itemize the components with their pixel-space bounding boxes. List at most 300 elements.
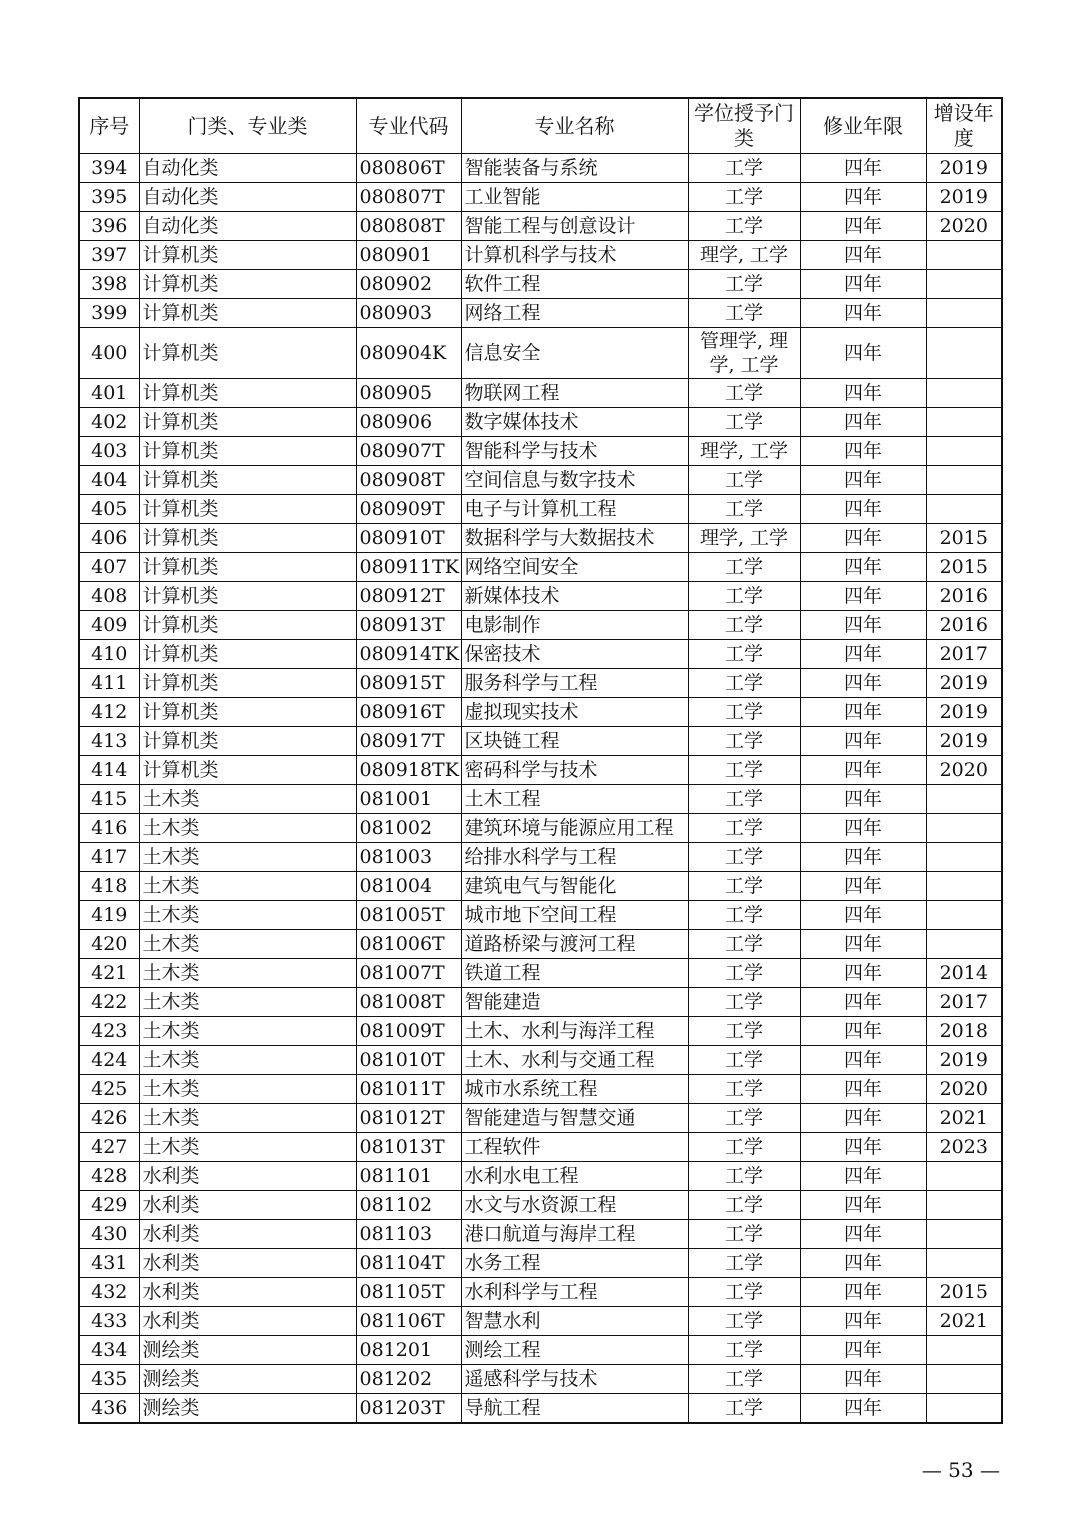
cell-year <box>926 1220 1002 1249</box>
cell-degree: 工学 <box>688 154 800 183</box>
table-row <box>79 611 1002 640</box>
cell-year <box>926 1249 1002 1278</box>
cell-duration: 四年 <box>800 1162 926 1191</box>
cell-num: 401 <box>79 379 139 408</box>
cell-duration: 四年 <box>800 328 926 379</box>
cell-code: 081012T <box>356 1104 461 1133</box>
cell-name: 服务科学与工程 <box>461 669 688 698</box>
cell-category: 水利类 <box>139 1162 356 1191</box>
cell-num: 410 <box>79 640 139 669</box>
cell-num: 411 <box>79 669 139 698</box>
cell-num: 396 <box>79 212 139 241</box>
cell-year <box>926 328 1002 379</box>
cell-category: 水利类 <box>139 1191 356 1220</box>
cell-degree: 工学 <box>688 785 800 814</box>
cell-num: 433 <box>79 1307 139 1336</box>
table-row <box>79 495 1002 524</box>
cell-degree: 工学 <box>688 1336 800 1365</box>
table-row <box>79 1133 1002 1162</box>
cell-code: 081105T <box>356 1278 461 1307</box>
table-row <box>79 154 1002 183</box>
table-row <box>79 669 1002 698</box>
cell-category: 水利类 <box>139 1307 356 1336</box>
cell-num: 398 <box>79 270 139 299</box>
cell-category: 计算机类 <box>139 270 356 299</box>
cell-duration: 四年 <box>800 872 926 901</box>
table-row <box>79 1191 1002 1220</box>
cell-name: 水务工程 <box>461 1249 688 1278</box>
cell-num: 399 <box>79 299 139 328</box>
cell-num: 405 <box>79 495 139 524</box>
table-body <box>79 154 1002 1424</box>
cell-degree: 工学 <box>688 495 800 524</box>
cell-duration: 四年 <box>800 299 926 328</box>
cell-category: 计算机类 <box>139 611 356 640</box>
cell-code: 081006T <box>356 930 461 959</box>
table-row <box>79 1075 1002 1104</box>
cell-duration: 四年 <box>800 582 926 611</box>
cell-degree: 工学 <box>688 1104 800 1133</box>
cell-num: 395 <box>79 183 139 212</box>
table-row <box>79 1162 1002 1191</box>
cell-category: 土木类 <box>139 785 356 814</box>
header-name: 专业名称 <box>461 98 688 154</box>
cell-code: 081010T <box>356 1046 461 1075</box>
cell-code: 081004 <box>356 872 461 901</box>
cell-code: 080909T <box>356 495 461 524</box>
cell-num: 418 <box>79 872 139 901</box>
cell-duration: 四年 <box>800 901 926 930</box>
cell-year <box>926 843 1002 872</box>
cell-name: 软件工程 <box>461 270 688 299</box>
cell-year: 2019 <box>926 154 1002 183</box>
cell-num: 406 <box>79 524 139 553</box>
cell-name: 区块链工程 <box>461 727 688 756</box>
cell-category: 计算机类 <box>139 756 356 785</box>
cell-num: 394 <box>79 154 139 183</box>
cell-name: 保密技术 <box>461 640 688 669</box>
cell-name: 遥感科学与技术 <box>461 1365 688 1394</box>
cell-category: 计算机类 <box>139 241 356 270</box>
cell-code: 080914TK <box>356 640 461 669</box>
table-row <box>79 1104 1002 1133</box>
cell-degree: 工学 <box>688 183 800 212</box>
cell-year <box>926 785 1002 814</box>
cell-code: 080903 <box>356 299 461 328</box>
cell-num: 415 <box>79 785 139 814</box>
cell-num: 430 <box>79 1220 139 1249</box>
cell-duration: 四年 <box>800 1017 926 1046</box>
cell-num: 420 <box>79 930 139 959</box>
cell-year: 2015 <box>926 1278 1002 1307</box>
cell-degree: 工学 <box>688 669 800 698</box>
table-row <box>79 270 1002 299</box>
cell-duration: 四年 <box>800 611 926 640</box>
cell-num: 432 <box>79 1278 139 1307</box>
cell-code: 080806T <box>356 154 461 183</box>
cell-year: 2020 <box>926 1075 1002 1104</box>
cell-degree: 工学 <box>688 1307 800 1336</box>
cell-degree: 工学 <box>688 1046 800 1075</box>
cell-degree: 工学 <box>688 727 800 756</box>
cell-category: 土木类 <box>139 1017 356 1046</box>
cell-year: 2016 <box>926 582 1002 611</box>
table-row <box>79 408 1002 437</box>
cell-code: 081011T <box>356 1075 461 1104</box>
cell-category: 计算机类 <box>139 524 356 553</box>
cell-degree: 工学 <box>688 466 800 495</box>
cell-name: 土木、水利与交通工程 <box>461 1046 688 1075</box>
table-row <box>79 241 1002 270</box>
cell-year <box>926 408 1002 437</box>
cell-code: 080917T <box>356 727 461 756</box>
header-year: 增设年度 <box>926 98 1002 154</box>
table-row <box>79 1278 1002 1307</box>
cell-category: 自动化类 <box>139 212 356 241</box>
cell-category: 计算机类 <box>139 495 356 524</box>
cell-num: 404 <box>79 466 139 495</box>
cell-year <box>926 379 1002 408</box>
cell-name: 空间信息与数字技术 <box>461 466 688 495</box>
cell-code: 080908T <box>356 466 461 495</box>
cell-name: 网络空间安全 <box>461 553 688 582</box>
cell-code: 080911TK <box>356 553 461 582</box>
cell-name: 电影制作 <box>461 611 688 640</box>
cell-name: 水利水电工程 <box>461 1162 688 1191</box>
cell-name: 智能装备与系统 <box>461 154 688 183</box>
cell-year: 2021 <box>926 1104 1002 1133</box>
cell-duration: 四年 <box>800 437 926 466</box>
cell-category: 计算机类 <box>139 727 356 756</box>
cell-duration: 四年 <box>800 524 926 553</box>
cell-category: 计算机类 <box>139 553 356 582</box>
cell-year: 2017 <box>926 640 1002 669</box>
cell-code: 080901 <box>356 241 461 270</box>
cell-num: 436 <box>79 1394 139 1424</box>
cell-degree: 工学 <box>688 698 800 727</box>
cell-num: 407 <box>79 553 139 582</box>
table-row <box>79 959 1002 988</box>
cell-name: 道路桥梁与渡河工程 <box>461 930 688 959</box>
header-num: 序号 <box>79 98 139 154</box>
cell-duration: 四年 <box>800 698 926 727</box>
table-row <box>79 640 1002 669</box>
cell-duration: 四年 <box>800 495 926 524</box>
cell-year: 2019 <box>926 727 1002 756</box>
header-row <box>79 98 1002 154</box>
cell-category: 土木类 <box>139 814 356 843</box>
table-row <box>79 843 1002 872</box>
cell-degree: 工学 <box>688 582 800 611</box>
cell-duration: 四年 <box>800 1104 926 1133</box>
cell-duration: 四年 <box>800 270 926 299</box>
cell-category: 土木类 <box>139 930 356 959</box>
cell-duration: 四年 <box>800 1365 926 1394</box>
cell-name: 电子与计算机工程 <box>461 495 688 524</box>
cell-year: 2015 <box>926 524 1002 553</box>
cell-degree: 工学 <box>688 930 800 959</box>
cell-num: 397 <box>79 241 139 270</box>
cell-code: 080916T <box>356 698 461 727</box>
cell-name: 数据科学与大数据技术 <box>461 524 688 553</box>
cell-category: 计算机类 <box>139 582 356 611</box>
cell-code: 081008T <box>356 988 461 1017</box>
cell-code: 081101 <box>356 1162 461 1191</box>
cell-duration: 四年 <box>800 1249 926 1278</box>
cell-year <box>926 270 1002 299</box>
cell-name: 城市地下空间工程 <box>461 901 688 930</box>
cell-num: 426 <box>79 1104 139 1133</box>
cell-degree: 工学 <box>688 1162 800 1191</box>
cell-name: 土木、水利与海洋工程 <box>461 1017 688 1046</box>
cell-num: 413 <box>79 727 139 756</box>
cell-num: 402 <box>79 408 139 437</box>
cell-code: 081002 <box>356 814 461 843</box>
table-row <box>79 1046 1002 1075</box>
cell-duration: 四年 <box>800 930 926 959</box>
cell-year <box>926 1191 1002 1220</box>
cell-year <box>926 437 1002 466</box>
table-row <box>79 524 1002 553</box>
table-row <box>79 756 1002 785</box>
table-row <box>79 1307 1002 1336</box>
table-row <box>79 1394 1002 1424</box>
cell-duration: 四年 <box>800 466 926 495</box>
cell-category: 水利类 <box>139 1220 356 1249</box>
cell-category: 测绘类 <box>139 1365 356 1394</box>
cell-category: 土木类 <box>139 843 356 872</box>
cell-degree: 工学 <box>688 212 800 241</box>
cell-year: 2019 <box>926 1046 1002 1075</box>
table-row <box>79 183 1002 212</box>
cell-num: 416 <box>79 814 139 843</box>
cell-code: 080906 <box>356 408 461 437</box>
cell-duration: 四年 <box>800 1220 926 1249</box>
cell-year: 2020 <box>926 756 1002 785</box>
table-row <box>79 328 1002 379</box>
cell-degree: 理学, 工学 <box>688 524 800 553</box>
cell-name: 信息安全 <box>461 328 688 379</box>
cell-year: 2015 <box>926 553 1002 582</box>
cell-name: 计算机科学与技术 <box>461 241 688 270</box>
cell-name: 虚拟现实技术 <box>461 698 688 727</box>
cell-num: 408 <box>79 582 139 611</box>
table-row <box>79 872 1002 901</box>
cell-code: 080918TK <box>356 756 461 785</box>
cell-category: 计算机类 <box>139 328 356 379</box>
cell-code: 080915T <box>356 669 461 698</box>
cell-category: 测绘类 <box>139 1394 356 1424</box>
cell-code: 081203T <box>356 1394 461 1424</box>
cell-degree: 工学 <box>688 1365 800 1394</box>
cell-category: 土木类 <box>139 1075 356 1104</box>
cell-code: 081003 <box>356 843 461 872</box>
table-row <box>79 437 1002 466</box>
cell-code: 081201 <box>356 1336 461 1365</box>
cell-name: 智慧水利 <box>461 1307 688 1336</box>
table-row <box>79 1365 1002 1394</box>
cell-duration: 四年 <box>800 154 926 183</box>
cell-duration: 四年 <box>800 669 926 698</box>
table-row <box>79 785 1002 814</box>
cell-name: 建筑电气与智能化 <box>461 872 688 901</box>
cell-year: 2017 <box>926 988 1002 1017</box>
cell-year <box>926 930 1002 959</box>
cell-category: 测绘类 <box>139 1336 356 1365</box>
cell-degree: 工学 <box>688 756 800 785</box>
cell-year: 2018 <box>926 1017 1002 1046</box>
cell-num: 425 <box>79 1075 139 1104</box>
cell-category: 土木类 <box>139 1046 356 1075</box>
cell-year: 2019 <box>926 183 1002 212</box>
cell-name: 智能科学与技术 <box>461 437 688 466</box>
cell-category: 自动化类 <box>139 154 356 183</box>
cell-code: 081001 <box>356 785 461 814</box>
cell-year: 2023 <box>926 1133 1002 1162</box>
cell-code: 080905 <box>356 379 461 408</box>
cell-degree: 工学 <box>688 408 800 437</box>
cell-degree: 理学, 工学 <box>688 437 800 466</box>
cell-year: 2021 <box>926 1307 1002 1336</box>
table-row <box>79 582 1002 611</box>
table-row <box>79 466 1002 495</box>
cell-degree <box>688 328 800 379</box>
cell-duration: 四年 <box>800 785 926 814</box>
header-code: 专业代码 <box>356 98 461 154</box>
cell-category: 计算机类 <box>139 408 356 437</box>
cell-num: 435 <box>79 1365 139 1394</box>
cell-num: 424 <box>79 1046 139 1075</box>
cell-year <box>926 1336 1002 1365</box>
cell-code: 081103 <box>356 1220 461 1249</box>
cell-category: 计算机类 <box>139 299 356 328</box>
table-row <box>79 930 1002 959</box>
cell-duration: 四年 <box>800 1278 926 1307</box>
cell-name: 导航工程 <box>461 1394 688 1424</box>
cell-duration: 四年 <box>800 1394 926 1424</box>
cell-year <box>926 1162 1002 1191</box>
cell-num: 409 <box>79 611 139 640</box>
cell-num: 419 <box>79 901 139 930</box>
table-row <box>79 1249 1002 1278</box>
cell-name: 水利科学与工程 <box>461 1278 688 1307</box>
cell-category: 土木类 <box>139 1104 356 1133</box>
cell-degree: 工学 <box>688 901 800 930</box>
cell-num: 423 <box>79 1017 139 1046</box>
cell-name: 智能工程与创意设计 <box>461 212 688 241</box>
cell-duration: 四年 <box>800 1046 926 1075</box>
cell-name: 密码科学与技术 <box>461 756 688 785</box>
cell-year <box>926 1365 1002 1394</box>
cell-category: 水利类 <box>139 1278 356 1307</box>
table-row <box>79 698 1002 727</box>
cell-degree: 工学 <box>688 1191 800 1220</box>
cell-code: 080907T <box>356 437 461 466</box>
majors-table <box>78 97 1003 1424</box>
cell-code: 081013T <box>356 1133 461 1162</box>
cell-duration: 四年 <box>800 959 926 988</box>
cell-duration: 四年 <box>800 183 926 212</box>
cell-degree: 工学 <box>688 379 800 408</box>
cell-degree: 工学 <box>688 843 800 872</box>
cell-code: 081007T <box>356 959 461 988</box>
cell-code: 081009T <box>356 1017 461 1046</box>
table-row <box>79 1017 1002 1046</box>
cell-duration: 四年 <box>800 212 926 241</box>
cell-name: 建筑环境与能源应用工程 <box>461 814 688 843</box>
cell-duration: 四年 <box>800 1133 926 1162</box>
cell-degree: 工学 <box>688 814 800 843</box>
cell-category: 土木类 <box>139 959 356 988</box>
cell-code: 080910T <box>356 524 461 553</box>
cell-year: 2016 <box>926 611 1002 640</box>
cell-year <box>926 495 1002 524</box>
cell-degree: 工学 <box>688 1249 800 1278</box>
cell-degree: 工学 <box>688 1394 800 1424</box>
cell-duration: 四年 <box>800 1075 926 1104</box>
cell-code: 081005T <box>356 901 461 930</box>
cell-category: 计算机类 <box>139 698 356 727</box>
cell-duration: 四年 <box>800 553 926 582</box>
cell-year <box>926 466 1002 495</box>
cell-duration: 四年 <box>800 1336 926 1365</box>
cell-duration: 四年 <box>800 379 926 408</box>
cell-num: 431 <box>79 1249 139 1278</box>
cell-code: 081102 <box>356 1191 461 1220</box>
table-row <box>79 212 1002 241</box>
cell-code: 080913T <box>356 611 461 640</box>
cell-degree: 工学 <box>688 611 800 640</box>
cell-degree: 工学 <box>688 640 800 669</box>
cell-num: 422 <box>79 988 139 1017</box>
cell-degree: 工学 <box>688 553 800 582</box>
cell-code: 080904K <box>356 328 461 379</box>
cell-code: 080808T <box>356 212 461 241</box>
cell-year: 2014 <box>926 959 1002 988</box>
cell-name: 铁道工程 <box>461 959 688 988</box>
cell-category: 计算机类 <box>139 466 356 495</box>
cell-name: 工程软件 <box>461 1133 688 1162</box>
cell-code: 080902 <box>356 270 461 299</box>
cell-duration: 四年 <box>800 241 926 270</box>
cell-name: 数字媒体技术 <box>461 408 688 437</box>
cell-duration: 四年 <box>800 1307 926 1336</box>
cell-category: 计算机类 <box>139 640 356 669</box>
cell-name: 智能建造 <box>461 988 688 1017</box>
cell-code: 081104T <box>356 1249 461 1278</box>
cell-degree: 工学 <box>688 959 800 988</box>
cell-category: 土木类 <box>139 901 356 930</box>
cell-duration: 四年 <box>800 1191 926 1220</box>
cell-category: 自动化类 <box>139 183 356 212</box>
cell-duration: 四年 <box>800 408 926 437</box>
cell-degree: 工学 <box>688 872 800 901</box>
cell-year <box>926 241 1002 270</box>
cell-degree: 理学, 工学 <box>688 241 800 270</box>
cell-degree: 工学 <box>688 1278 800 1307</box>
cell-num: 417 <box>79 843 139 872</box>
cell-code: 081106T <box>356 1307 461 1336</box>
cell-name: 工业智能 <box>461 183 688 212</box>
cell-num: 403 <box>79 437 139 466</box>
table-row <box>79 553 1002 582</box>
cell-degree: 工学 <box>688 1133 800 1162</box>
table-row <box>79 727 1002 756</box>
cell-category: 土木类 <box>139 988 356 1017</box>
cell-num: 412 <box>79 698 139 727</box>
table-row <box>79 379 1002 408</box>
cell-name: 新媒体技术 <box>461 582 688 611</box>
